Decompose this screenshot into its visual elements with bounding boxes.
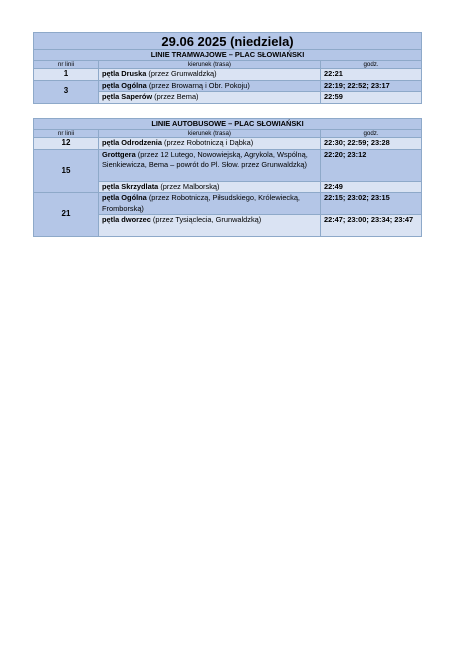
route-via: (przez Bema) <box>152 92 199 101</box>
tram-section-title: LINIE TRAMWAJOWE – PLAC SŁOWIAŃSKI <box>34 50 422 61</box>
departure-times: 22:59 <box>321 92 422 104</box>
route-terminal: pętla Druska <box>102 69 147 78</box>
departure-times: 22:19; 22:52; 23:17 <box>321 80 422 92</box>
route-cell <box>99 215 321 237</box>
route-via: (przez Browarną i Obr. Pokoju) <box>146 80 250 90</box>
line-number: 15 <box>34 149 99 193</box>
route-via: (przez Robotniczą i Dąbka) <box>161 138 254 147</box>
table-row <box>34 80 422 92</box>
table-row <box>34 193 422 215</box>
line-number: 12 <box>34 138 99 150</box>
route-via: (przez Tysiąclecia, Grunwaldzką) <box>150 215 262 224</box>
route-via: (przez Robotniczą, Piłsudskiego, Królewiecką, Fromborską) <box>102 193 300 213</box>
departure-times: 22:30; 22:59; 23:28 <box>321 138 422 150</box>
table-row <box>34 69 422 81</box>
departure-times: 22:20; 23:12 <box>321 149 422 181</box>
route-terminal: pętla Ogólna <box>102 193 147 202</box>
col-time-header: godz. <box>321 130 422 138</box>
route-terminal: pętla Odrodzenia <box>102 138 162 147</box>
departure-times: 22:21 <box>321 69 422 81</box>
tram-timetable <box>33 32 422 104</box>
route-via: (przez 12 Lutego, Nowowiejską, Agrykola, Wspólną, Sienkiewicza, Bema – powrót do Pl. Słow. przez Grunwaldzką) <box>102 149 308 169</box>
route-cell <box>99 69 321 81</box>
col-time-header: godz. <box>321 61 422 69</box>
route-cell <box>99 92 321 104</box>
table-row <box>34 149 422 181</box>
route-cell <box>99 181 321 193</box>
route-terminal: pętla Saperów <box>102 92 153 101</box>
col-route-header: kierunek (trasa) <box>99 61 321 69</box>
route-terminal: Grottgera <box>102 149 136 159</box>
date-title: 29.06 2025 (niedziela) <box>34 33 422 50</box>
bus-section-title: LINIE AUTOBUSOWE – PLAC SŁOWIAŃSKI <box>34 119 422 130</box>
departure-times: 22:15; 23:02; 23:15 <box>321 193 422 215</box>
route-terminal: pętla Skrzydlata <box>102 181 159 191</box>
col-nr-header: nr linii <box>34 130 99 138</box>
route-via: (przez Grunwaldzką) <box>146 69 217 78</box>
departure-times: 22:49 <box>321 181 422 193</box>
route-via: (przez Malborską) <box>158 181 220 191</box>
line-number: 1 <box>34 69 99 81</box>
route-cell <box>99 193 321 215</box>
col-nr-header: nr linii <box>34 61 99 69</box>
route-terminal: pętla Ogólna <box>102 80 147 90</box>
route-cell <box>99 149 321 181</box>
col-route-header: kierunek (trasa) <box>99 130 321 138</box>
line-number: 21 <box>34 193 99 237</box>
route-cell <box>99 80 321 92</box>
bus-timetable <box>33 118 422 237</box>
route-cell <box>99 138 321 150</box>
table-row <box>34 138 422 150</box>
line-number: 3 <box>34 80 99 103</box>
route-terminal: pętla dworzec <box>102 215 151 224</box>
departure-times: 22:47; 23:00; 23:34; 23:47 <box>321 215 422 237</box>
